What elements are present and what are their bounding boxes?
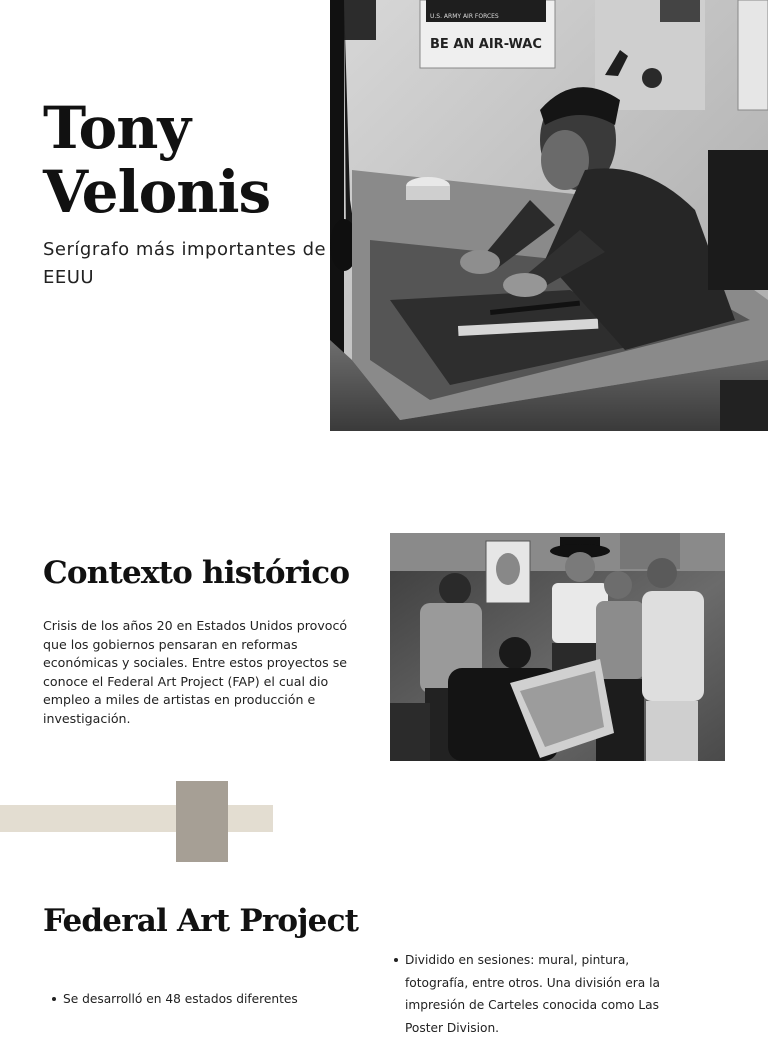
decorative-square (176, 781, 228, 862)
page-subtitle: Serígrafo más importantes de EEUU (43, 239, 327, 288)
fap-bullet-item: Dividido en sesiones: mural, pintura, fotografía, entre otros. Una división era la impresión de Carteles conocida como Las Poster Division. (394, 949, 694, 1039)
fap-bullet-item: Se desarrolló en 48 estados diferentes (52, 990, 352, 1008)
workshop-group-photo (390, 533, 725, 761)
page-title (43, 96, 270, 224)
poster-text-2: BE AN AIR-WAC (430, 37, 542, 52)
poster-text-1: U.S. ARMY AIR FORCES (430, 13, 499, 20)
title-line-2: Velonis (43, 158, 271, 226)
fap-bullet-list-left (52, 990, 352, 1008)
title-line-1: Tony (43, 94, 191, 162)
hero-photo-velonis-at-work (330, 0, 768, 431)
section-heading-context: Contexto histórico (43, 555, 350, 591)
section-heading-federal-art-project: Federal Art Project (43, 903, 359, 939)
fap-bullet-list-right (394, 949, 694, 1039)
context-body-text: Crisis de los años 20 en Estados Unidos provocó que los gobiernos pensaran en reformas económicas y sociales. Entre estos proyectos se conoce el Federal Art Project (FAP) el cual dio empleo a miles de artistas en producción e investigación. (43, 618, 348, 726)
decorative-bar (0, 805, 273, 832)
